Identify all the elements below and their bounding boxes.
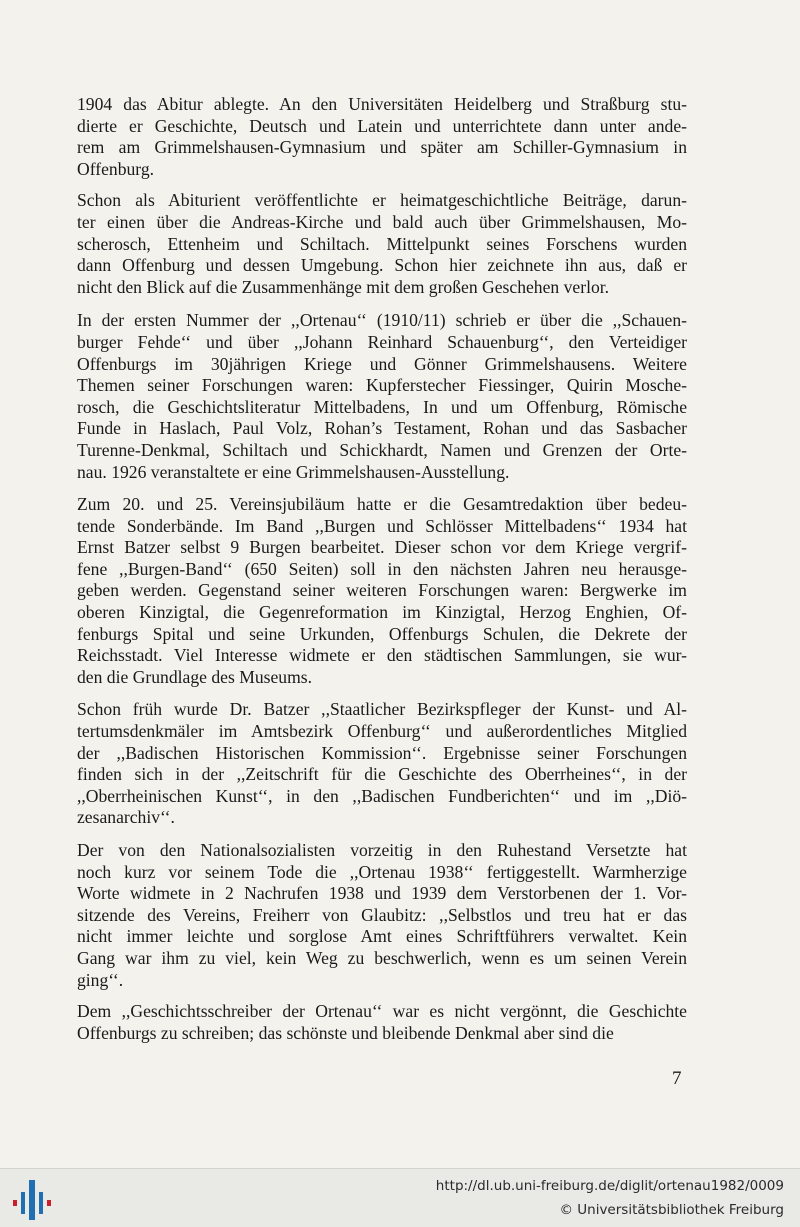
text-line: der ,,Badischen Historischen Kommission‘‘. Ergebnisse seiner Forschungen — [77, 742, 687, 763]
text-line: nicht immer leichte und sorglose Amt eines Schriftführers verwaltet. Kein — [77, 926, 687, 947]
text-line: Offenburgs zu schreiben; das schönste und bleibende Denkmal aber sind die — [77, 1022, 614, 1043]
text-line: finden sich in der ,,Zeitschrift für die Geschichte des Oberrheines‘‘, in der — [77, 764, 687, 785]
text-line: nau. 1926 veranstaltete er eine Grimmelshausen-Ausstellung. — [77, 461, 510, 482]
text-line: Worte widmete in 2 Nachrufen 1938 und 1939 dem Verstorbenen der 1. Vor- — [77, 883, 687, 904]
text-line: fene ,,Burgen-Band‘‘ (650 Seiten) soll in den nächsten Jahren neu herausge- — [77, 558, 687, 579]
text-line: oberen Kinzigtal, die Gegenreformation im Kinzigtal, Herzog Enghien, Of- — [77, 602, 687, 623]
text-line: Offenburgs im 30jährigen Kriege und Gönner Grimmelshausens. Weitere — [77, 353, 687, 374]
paragraph — [77, 1001, 687, 1044]
text-line: sitzende des Vereins, Freiherr von Glaubitz: ,,Selbstlos und treu hat er das — [77, 904, 687, 925]
text-line: dann Offenburg und dessen Umgebung. Schon hier zeichnete ihn aus, daß er — [77, 255, 687, 276]
text-line: Dem ,,Geschichtsschreiber der Ortenau‘‘ war es nicht vergönnt, die Geschichte — [77, 1001, 687, 1022]
text-line: In der ersten Nummer der ,,Ortenau‘‘ (1910/11) schrieb er über die ,,Schauen- — [77, 310, 687, 331]
source-url-link[interactable]: http://dl.ub.uni-freiburg.de/diglit/ortenau1982/0009 — [435, 1178, 784, 1194]
text-line: geben werden. Gegenstand seiner weiteren Forschungen waren: Bergwerke im — [77, 580, 687, 601]
text-line: zesanarchiv‘‘. — [77, 807, 175, 828]
text-line: Gang war ihm zu viel, kein Weg zu beschwerlich, wenn es um seinen Verein — [77, 947, 687, 968]
text-line: Der von den Nationalsozialisten vorzeitig in den Ruhestand Versetzte hat — [77, 840, 687, 860]
text-line: ,,Oberrheinischen Kunst‘‘, in den ,,Badischen Fundberichten‘‘ und im ,,Diö- — [77, 785, 687, 806]
text-line: tende Sonderbände. Im Band ,,Burgen und Schlösser Mittelbadens‘‘ 1934 hat — [77, 515, 687, 536]
paragraph — [77, 310, 687, 483]
text-line: Ernst Batzer selbst 9 Burgen bearbeitet. Dieser schon vor dem Kriege vergrif- — [77, 537, 687, 558]
text-line: den die Grundlage des Museums. — [77, 666, 313, 687]
text-line: rosch, die Geschichtsliteratur Mittelbadens, In und um Offenburg, Römische — [77, 396, 687, 417]
text-line: Offenburg. — [77, 158, 155, 179]
text-line: scherosch, Ettenheim und Schiltach. Mittelpunkt seines Forschens wurden — [77, 233, 687, 254]
text-line: ter einen über die Andreas-Kirche und bald auch über Grimmelshausen, Mo- — [77, 211, 687, 232]
footer-bar — [0, 1168, 800, 1227]
text-line: burger Fehde‘‘ und über ,,Johann Reinhard Schauenburg‘‘, den Verteidiger — [77, 331, 687, 352]
text-line: rem am Grimmelshausen-Gymnasium und später am Schiller-Gymnasium in — [77, 137, 687, 158]
text-line: Zum 20. und 25. Vereinsjubiläum hatte er die Gesamtredaktion über bedeu- — [77, 494, 687, 515]
text-line: dierte er Geschichte, Deutsch und Latein und unterrichtete dann unter ande- — [77, 115, 687, 136]
text-line: fenburgs Spital und seine Urkunden, Offenburgs Schulen, die Dekrete der — [77, 623, 687, 644]
text-line: 1904 das Abitur ablegte. An den Universitäten Heidelberg und Straßburg stu- — [77, 94, 687, 114]
page-number: 7 — [672, 1068, 682, 1089]
text-line: Funde in Haslach, Paul Volz, Rohan’s Testament, Rohan und das Sasbacher — [77, 418, 687, 439]
text-line: nicht den Blick auf die Zusammenhänge mit dem großen Geschehen verlor. — [77, 276, 610, 297]
paragraph — [77, 94, 687, 180]
ub-freiburg-logo-icon — [12, 1178, 52, 1222]
paragraph — [77, 840, 687, 991]
paragraph — [77, 494, 687, 688]
body-text — [77, 94, 687, 1044]
text-line: Schon als Abiturient veröffentlichte er heimatgeschichtliche Beiträge, darun- — [77, 190, 687, 211]
text-line: Reichsstadt. Viel Interesse widmete er den städtischen Sammlungen, sie wur- — [77, 645, 687, 666]
text-line: tertumsdenkmäler im Amtsbezirk Offenburg‘‘ und außerordentliches Mitglied — [77, 721, 687, 742]
paragraph — [77, 190, 687, 298]
text-line: Turenne-Denkmal, Schiltach und Schickhardt, Namen und Grenzen der Orte- — [77, 439, 687, 460]
text-line: noch kurz vor seinem Tode die ,,Ortenau 1938‘‘ fertiggestellt. Warmherzige — [77, 861, 687, 882]
text-line: Themen seiner Forschungen waren: Kupferstecher Fiessinger, Quirin Mosche- — [77, 375, 687, 396]
copyright-notice: © Universitätsbibliothek Freiburg — [559, 1202, 784, 1218]
text-line: Schon früh wurde Dr. Batzer ,,Staatlicher Bezirkspfleger der Kunst- und Al- — [77, 699, 687, 720]
text-line: ging‘‘. — [77, 969, 124, 990]
paragraph — [77, 699, 687, 829]
